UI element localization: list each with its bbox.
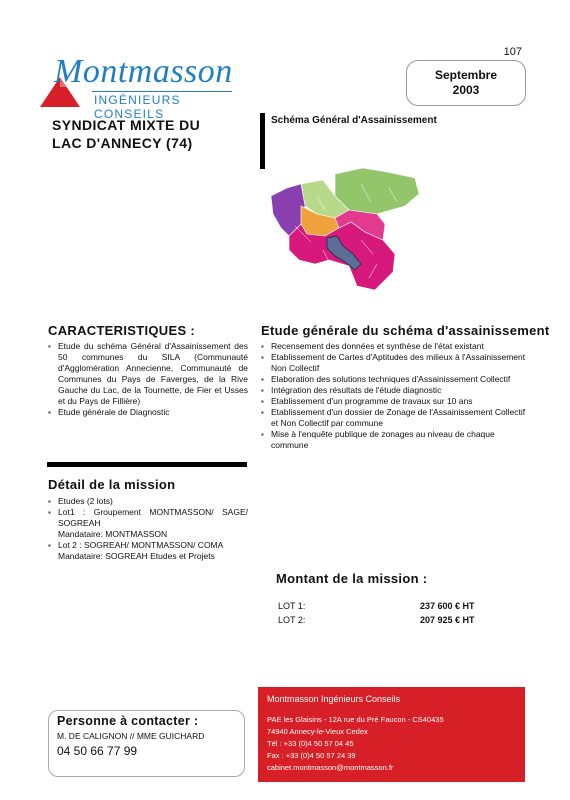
montant-title: Montant de la mission : [276,571,428,586]
company-city: 74940 Annecy-le-Vieux Cedex [267,727,368,736]
caracteristiques-title: CARACTERISTIQUES : [48,323,195,338]
list-item: ▪ Intégration des résultats de l'étude diagnostic [261,385,533,396]
contact-box [48,710,245,777]
date-year: 2003 [452,83,480,97]
lot-2-label: LOT 2: [278,615,306,625]
etude-list [261,341,533,451]
list-item: ▪ Elaboration des solutions techniques d'Assainissement Collectif [261,374,533,385]
mission-sub: Mandataire: MONTMASSON [58,529,168,539]
list-item: ▪ Lot 2 : SOGREAH/ MONTMASSON/ COMA [48,540,248,551]
client-name [52,116,200,152]
caracteristiques-list [48,341,248,418]
company-fax: Fax : +33 (0)4 50 57 24 39 [267,751,356,760]
page-number: 107 [503,46,522,58]
list-item: ▪ Lot1 : Groupement MONTMASSON/ SAGE/ SOGREAH [48,507,248,529]
contact-title: Personne à contacter : [57,714,199,728]
date-box [406,60,526,106]
list-item [48,529,248,540]
company-email: cabinet.montmasson@montmasson.fr [267,763,394,772]
horizontal-divider [47,462,247,467]
vertical-divider [260,113,265,169]
lot-2-value: 207 925 € HT [420,615,475,625]
mission-sub: Mandataire: SOGREAH Etudes et Projets [58,551,215,561]
contact-names: M. DE CALIGNON // MME GUICHARD [57,731,205,741]
list-item: ▪ Etude du schéma Général d'Assainissement des 50 communes du SILA (Communauté d'Agglomération Annecienne, Communauté de Communes du Pays de Faverges, de la Rive Gauche du Lac, de la Tournette, de Fier et Usses et du Pays de Fillière) [48,341,248,407]
list-item: ▪ Recensement des données et synthèse de l'état existant [261,341,533,352]
company-info-box [258,687,525,782]
region-map [265,166,425,296]
logo-underline [92,91,232,92]
client-line-2: LAC D'ANNECY (74) [52,135,193,151]
etude-title: Etude générale du schéma d'assainissement [261,323,550,338]
contact-phone: 04 50 66 77 99 [57,744,138,758]
company-address: PAE les Glaisins - 12A rue du Pré Faucon - CS40435 [267,715,444,724]
company-phone: Tél : +33 (0)4 50 57 04 45 [267,739,354,748]
list-item: ▪ Etude générale de Diagnostic [48,407,248,418]
company-logo [40,53,240,121]
list-item [48,551,248,562]
list-item: ▪ Mise à l'enquête publique de zonages au niveau de chaque commune [261,429,533,451]
logo-wordmark: Montmasson [54,53,233,90]
list-item: ▪ Etudes (2 lots) [48,496,248,507]
list-item: ▪ Etablissement d'un programme de travaux sur 10 ans [261,396,533,407]
mission-list [48,496,248,562]
list-item: ▪ Etablissement d'un dossier de Zonage de l'Assainissement Collectif et Non Collectif par commune [261,407,533,429]
company-name: Montmasson Ingénieurs Conseils [267,694,401,704]
schema-title: Schéma Général d'Assainissement [271,115,437,126]
list-item: ▪ Etablissement de Cartes d'Aptitudes des milieux à l'Assainissement Non Collectif [261,352,533,374]
lot-1-label: LOT 1: [278,601,306,611]
map-zone-green [335,168,419,214]
client-line-1: SYNDICAT MIXTE DU [52,117,201,133]
date-month: Septembre [434,68,498,82]
mission-title: Détail de la mission [48,477,176,492]
lot-1-value: 237 600 € HT [420,601,475,611]
logo-subtitle: INGÉNIEURS CONSEILS [94,93,181,121]
